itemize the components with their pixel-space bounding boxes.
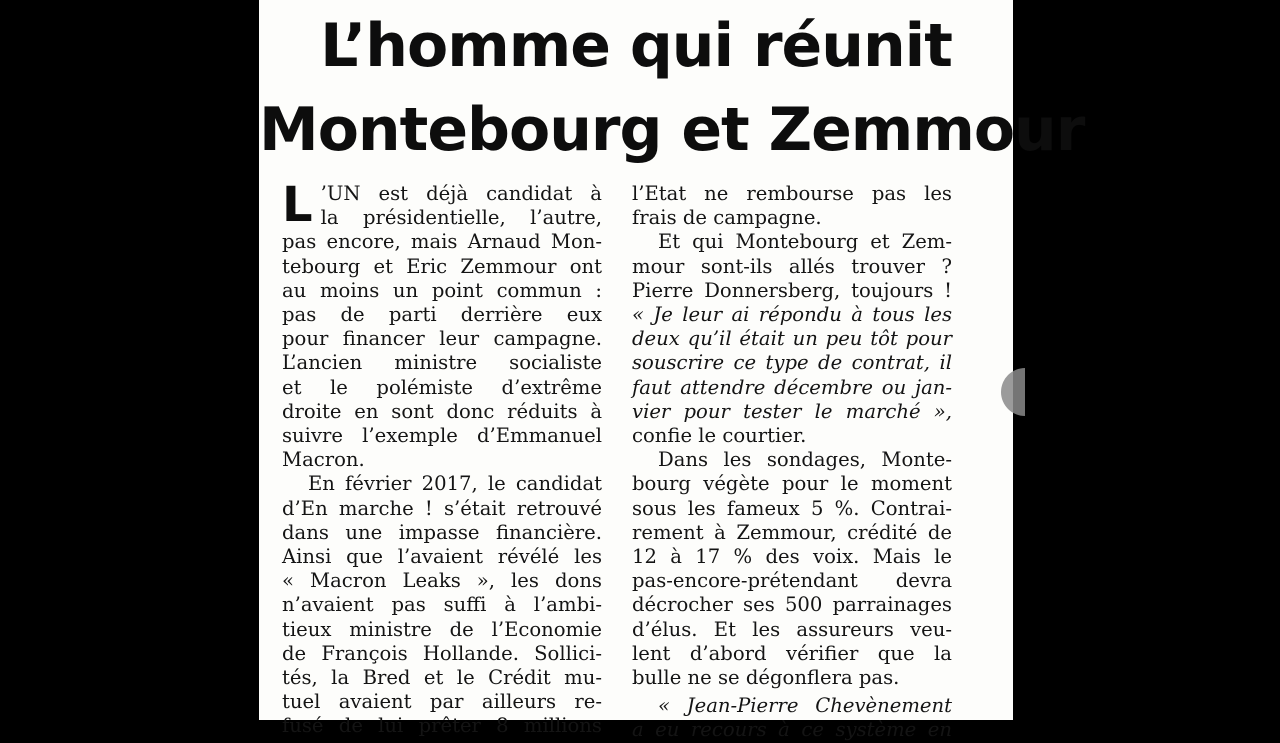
text-line: Ainsi que l’avaient révélé les [282, 545, 602, 569]
text-line: tieux ministre de l’Economie [282, 617, 602, 641]
headline-line-1: L’homme qui réunit [320, 11, 952, 81]
text-line: de François Hollande. Sollici- [282, 641, 602, 665]
article-column-1 [282, 177, 602, 739]
text-line: En février 2017, le candidat [308, 472, 602, 496]
quote-line: deux qu’il était un peu tôt pour [632, 327, 952, 351]
text-line: et le polémiste d’extrême [282, 375, 602, 399]
text-line: n’avaient pas suffi à l’ambi- [282, 593, 602, 617]
drop-cap: L [282, 177, 313, 233]
text-line: fusé de lui prêter 8 millions [282, 714, 602, 738]
text-line: frais de campagne. [632, 206, 822, 230]
text-line: droite en sont donc réduits à [282, 399, 602, 423]
quote-line: a eu recours à ce système en [632, 718, 952, 742]
text-line: pas-encore-prétendant devra [632, 569, 952, 593]
paragraph-1 [282, 177, 602, 472]
quote-line: vier pour tester le marché », [632, 399, 952, 423]
text-line: L’ancien ministre socialiste [282, 351, 602, 375]
text-line: d’En marche ! s’était retrouvé [282, 496, 602, 520]
text-line: tés, la Bred et le Crédit mu- [282, 666, 602, 690]
text-line: rement à Zemmour, crédité de [632, 520, 952, 544]
text-line: l’Etat ne rembourse pas les [632, 182, 952, 205]
headline-line-2: Montebourg et Zemmour [259, 95, 1085, 165]
text-line: pas encore, mais Arnaud Mon- [282, 230, 602, 254]
text-line: Macron. [282, 448, 365, 472]
text-line: 12 à 17 % des voix. Mais le [632, 545, 952, 569]
text-line: pas de parti derrière eux [282, 303, 602, 327]
quote-line: « Je leur ai répondu à tous les [632, 303, 952, 327]
text-line: bulle ne se dégonflera pas. [632, 666, 900, 690]
quote-line: souscrire ce type de contrat, il [632, 351, 952, 375]
text-line: dans une impasse financière. [282, 520, 602, 544]
paragraph-2 [282, 472, 602, 738]
text-line: Pierre Donnersberg, toujours ! [632, 278, 952, 302]
text-line: sous les fameux 5 %. Contrai- [632, 496, 952, 520]
text-line: tuel avaient par ailleurs re- [282, 690, 602, 714]
paragraph-3 [632, 230, 952, 448]
text-line: décrocher ses 500 parrainages [632, 593, 952, 617]
text-line: pour financer leur campagne. [282, 327, 602, 351]
text-line: « Macron Leaks », les dons [282, 569, 602, 593]
quote-line: « Jean-Pierre Chevènement [658, 694, 952, 718]
text-line: tebourg et Eric Zemmour ont [282, 254, 602, 278]
text-line: lent d’abord vérifier que la [632, 641, 952, 665]
text-line: mour sont-ils allés trouver ? [632, 254, 952, 278]
article-column-2 [632, 182, 952, 743]
quote-line: faut attendre décembre ou jan- [632, 375, 952, 399]
text-line: Et qui Montebourg et Zem- [658, 230, 952, 254]
text-line: ’UN est déjà candidat à [320, 182, 602, 205]
text-line: confie le courtier. [632, 424, 807, 448]
paragraph-continued [632, 182, 952, 230]
text-line: Dans les sondages, Monte- [658, 448, 952, 472]
paragraph-5 [632, 694, 952, 742]
text-line: la présidentielle, l’autre, [320, 206, 602, 230]
text-line: suivre l’exemple d’Emmanuel [282, 424, 602, 448]
text-line: d’élus. Et les assureurs veu- [632, 617, 952, 641]
text-line: bourg végète pour le moment [632, 472, 952, 496]
paragraph-4 [632, 448, 952, 690]
newspaper-page [259, 0, 1085, 742]
text-line: au moins un point commun : [282, 278, 602, 302]
